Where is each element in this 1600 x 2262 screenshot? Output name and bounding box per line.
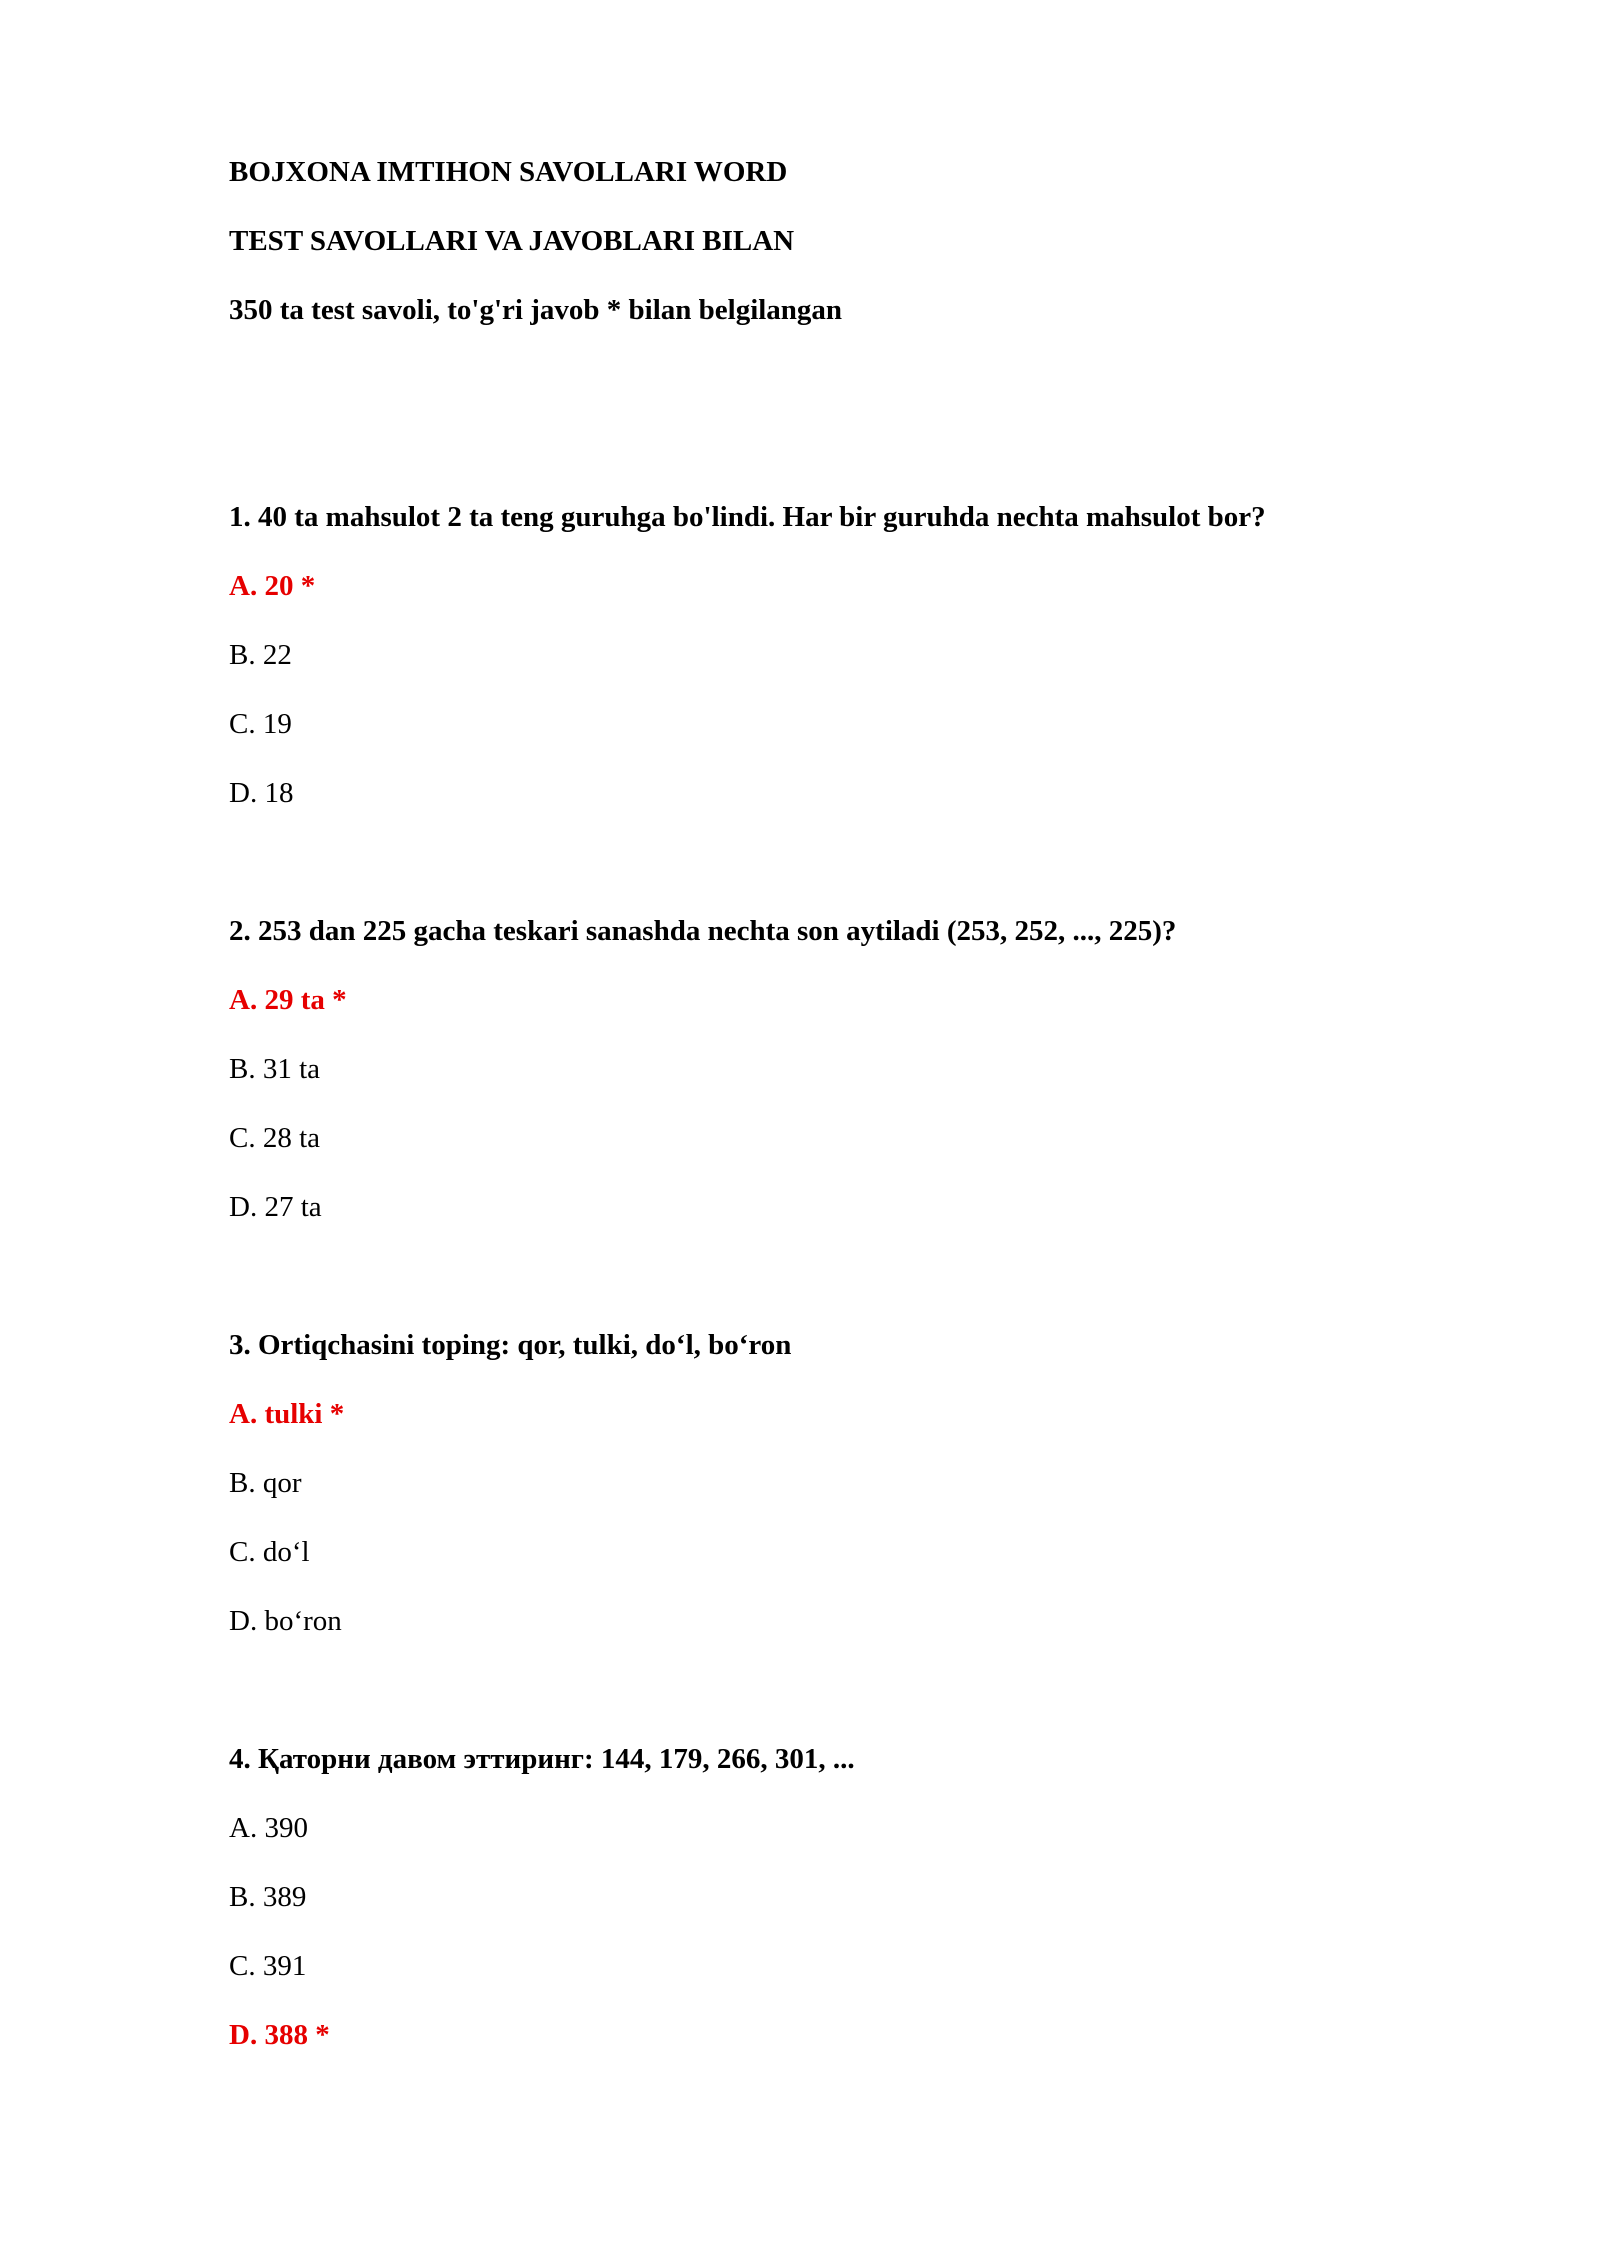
- document-subtitle: TEST SAVOLLARI VA JAVOBLARI BILAN: [229, 225, 795, 257]
- answer-option-b: B. 389: [229, 1881, 307, 1913]
- question-2: [229, 897, 1480, 1242]
- document-header: [229, 138, 1480, 345]
- question-1: [229, 483, 1480, 828]
- answer-option-d: D. 27 ta: [229, 1191, 322, 1223]
- question-text: 1. 40 ta mahsulot 2 ta teng guruhga bo'lindi. Har bir guruhda nechta mahsulot bor?: [229, 501, 1266, 533]
- question-3: [229, 1311, 1480, 1656]
- answer-option-c: C. 19: [229, 708, 292, 740]
- answer-option-d: D. bo‘ron: [229, 1605, 342, 1637]
- answer-option-b: B. 22: [229, 639, 292, 671]
- answer-option-b: B. qor: [229, 1467, 302, 1499]
- answer-option-d: D. 388 *: [229, 2019, 330, 2051]
- answer-option-c: C. 28 ta: [229, 1122, 321, 1154]
- answer-option-c: C. 391: [229, 1950, 307, 1982]
- document-title: BOJXONA IMTIHON SAVOLLARI WORD: [229, 156, 788, 188]
- answer-option-a: A. 29 ta *: [229, 984, 347, 1016]
- question-text: 3. Ortiqchasini toping: qor, tulki, do‘l, bo‘ron: [229, 1329, 792, 1361]
- answer-option-a: A. 20 *: [229, 570, 316, 602]
- document-description: 350 ta test savoli, to'g'ri javob * bilan belgilangan: [229, 294, 843, 326]
- answer-option-c: C. do‘l: [229, 1536, 310, 1568]
- answer-option-b: B. 31 ta: [229, 1053, 321, 1085]
- answer-option-d: D. 18: [229, 777, 294, 809]
- answer-option-a: A. 390: [229, 1812, 308, 1844]
- question-4: [229, 1725, 1480, 2070]
- question-text: 2. 253 dan 225 gacha teskari sanashda nechta son aytiladi (253, 252, ..., 225)?: [229, 915, 1177, 947]
- question-text: 4. Қаторни давом эттиринг: 144, 179, 266, 301, ...: [229, 1743, 855, 1775]
- answer-option-a: A. tulki *: [229, 1398, 345, 1430]
